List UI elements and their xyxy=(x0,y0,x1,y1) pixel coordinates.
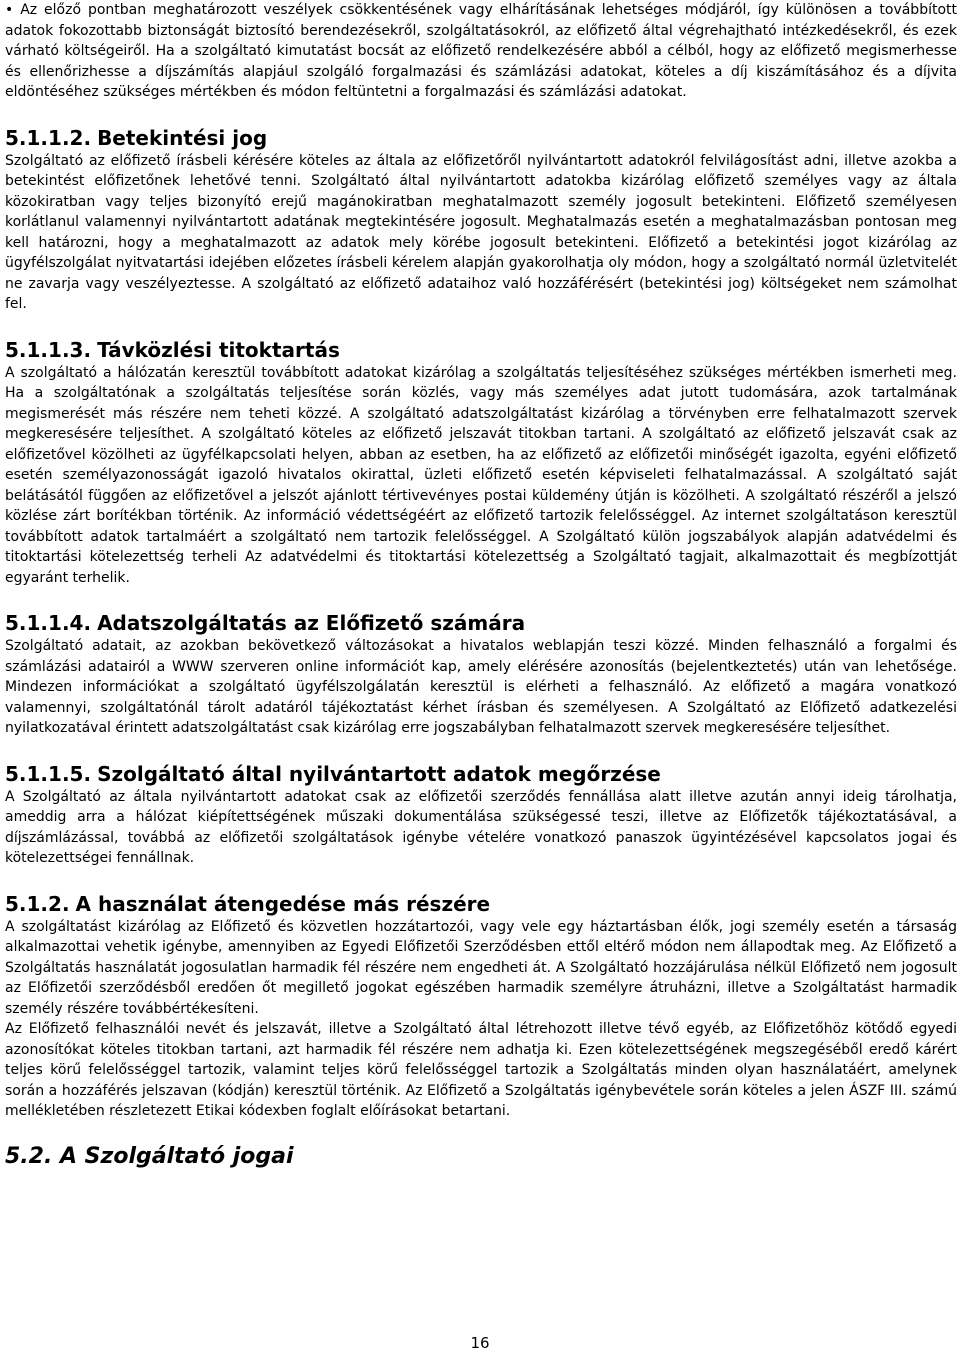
section-title: Adatszolgáltatás az Előfizető számára xyxy=(97,611,526,635)
section-title: Szolgáltató által nyilvántartott adatok megőrzése xyxy=(97,761,661,786)
section-heading-szolgaltato-jogai: 5.2. A Szolgáltató jogai xyxy=(5,1143,294,1169)
section-paragraph-hasznalat-atengedese: A szolgáltatást kizárólag az Előfizető és közvetlen hozzátartozói, vagy vele egy háztartásban élők, jogi személy esetén a társaság alkalmazottai vehetik igénybe, amennyiben az Egyedi Előfizetői Szerződésben ettől eltérő módon nem állapodtak meg. Az Előfizető a Szolgáltatás használatát jogosulatlan harmadik fél részére nem engedheti át. A Szolgáltató hozzájárulása nélkül Előfizető nem jogosult az Előfizetői szerződésből eredően őt megillető jogokat egészében harmadik személyre átruházni, illetve a Szolgáltatást harmadik személy részére továbbértékesíteni. xyxy=(5,918,957,1017)
section-paragraph-adatok-megorzese: A Szolgáltató az általa nyilvántartott adatokat csak az előfizetői szerződés fennállása alatt illetve azután annyi ideig tárolhatja, ameddig arra a hálózat kiépítettségének műszaki dokumentálása szükségessé teszi, illetve az Előfizetők tájékoztatásával, a díjszámlázással, továbbá az előfizetői szolgáltatások igénybe vételére vonatkozó panaszok ügyintézésével kapcsolatos jogai és kötelezettségei fennállnak. xyxy=(5,788,957,866)
intro-paragraph xyxy=(5,0,957,103)
section-number: 5.1.1.3. xyxy=(5,337,92,362)
section-paragraph-adatszolgaltatas: Szolgáltató adatait, az azokban bekövetkező változásokat a hivatalos weblapján teszi közzé. Minden felhasználó a forgalmi és számlázási adatairól a WWW szerveren online információt kap, amely elérésére azonosítás (bejelentkeztetés) után van lehetősége. Mindezen információkat a szolgáltató ügyfélszolgálatán keresztül is elérheti a felhasználó. Az előfizető a magára vonatkozó valamennyi, szolgáltatónál tárolt adatáról tájékoztatást kérhet írásban és személyesen. A Szolgáltató az Előfizető adatkezelési nyilatkozatával érintett adatszolgáltatást csak kizárólag erre jogszabályban felhatalmazott szervek megkeresésére teljesíthet. xyxy=(5,638,957,736)
section-heading-tavkozlesi-titoktartas xyxy=(5,337,957,363)
page-number: 16 xyxy=(470,1334,490,1352)
section-title: Távközlési titoktartás xyxy=(97,337,340,362)
section-title: Betekintési jog xyxy=(97,125,268,150)
section-number: 5.1.1.2. xyxy=(5,125,92,150)
bullet-marker: • xyxy=(5,2,14,18)
section-title: A használat átengedése más részére xyxy=(75,891,491,916)
section-paragraph-betekintesi-jog: Szolgáltató az előfizető írásbeli kérésére köteles az általa az előfizetőről nyilvántartott adatokról felvilágosítást adni, illetve azokba a betekintést előfizetőnek lehetővé tenni. Szolgáltató által nyilvántartott adatokba kizárólag előfizető személyes vagy az általa közokiratban vagy teljes bizonyító erejű magánokiratban meghatalmazott személy jogosult betekinteni. Előfizető személyesen korlátlanul valamennyi nyilvántartott adatának megtekintésére jogosult. Meghatalmazás esetén a meghatalmazásban pontosan meg kell határozni, hogy a meghatalmazott az adatok mely körébe jogosult betekinteni. Előfizető a betekintési jogot kizárólag az ügyfélszolgálat nyitvatartási idejében előzetes írásbeli kérelem alapján gyakorolhatja oly módon, hogy a szolgáltató normál üzletvitelét ne zavarja vagy veszélyeztesse. A szolgáltató az előfizető adataihoz való hozzáférésért (betekintési jog) költségeket nem számolhat fel. xyxy=(5,152,957,312)
section-paragraph-tavkozlesi-titoktartas: A szolgáltató a hálózatán keresztül továbbított adatokat kizárólag a szolgáltatás teljesítéséhez szükséges mértékben ismerheti meg. Ha a szolgáltatónak a szolgáltatás teljesítése során közlés, vagy más személyes adat jutott tudomására, azok tartalmának megismerését más részére nem teheti közzé. A szolgáltató adatszolgáltatást kizárólag a törvényben erre felhatalmazott szervek megkeresésére teljesíthet. A szolgáltató köteles az előfizető jelszavát titokban tartani. A szolgáltató az előfizető jelszavát csak az előfizetővel közölheti az ügyfélkapcsolati helyen, abban az esetben, ha az előfizető az előfizetői minőségét igazolta, egyéni előfizető esetén személyazonosságát igazoló hivatalos okirattal, üzleti előfizető esetén képviseleti felhatalmazással. A szolgáltató saját belátásától függően az előfizetővel a jelszót ajánlott tértivevényes postai küldemény útján is közölheti. A szolgáltató részéről a jelszó közlése zárt borítékban történik. Az információ védettségéért az előfizető tartozik felelősséggel. Az internet szolgáltatáson keresztül továbbított adatok tartalmáért a szolgáltató nem tartozik felelősséggel. A Szolgáltató külön jogszabályok alapján adatvédelmi és titoktartási kötelezettség terheli Az adatvédelmi és titoktartási kötelezettség a Szolgáltató tagjait, alkalmazottait és megbízottját egyaránt terhelik. xyxy=(5,364,957,586)
section-number: 5.1.1.5. xyxy=(5,761,92,786)
section-heading-hasznalat-atengedese xyxy=(5,891,957,917)
document-page xyxy=(5,0,957,1170)
intro-text: Az előző pontban meghatározott veszélyek csökkentésének vagy elhárításának lehetséges módjáról, így különösen a továbbított adatok fokozottabb biztonságát biztosító berendezésekről, szolgáltatásokról, az előfizető által végrehajtható intézkedésekről, és ezek várható költségeiről. Ha a szolgáltató kimutatást bocsát az előfizető rendelkezésére abból a célból, hogy az előfizető megismerhesse és ellenőrizhesse a díjszámítás alapjául szolgáló forgalmazási és számlázási adatokat, köteles a díj kiszámításához és a díjvita eldöntéséhez szükséges mértékben és módon feltüntetni a forgalmazási és számlázási adatokat. xyxy=(5,2,957,100)
section-number: 5.1.2. xyxy=(5,891,70,916)
section-number: 5.1.1.4. xyxy=(5,611,92,635)
section-heading-betekintesi-jog xyxy=(5,125,957,151)
section-paragraph-hasznalat-atengedese-2: Az Előfizető felhasználói nevét és jelszavát, illetve a Szolgáltató által létrehozott illetve tévő egyéb, az Előfizetőhöz kötődő egyedi azonosítókat köteles titokban tartani, azt harmadik fél részére nem adhatja ki. Ezen kötelezettségének megszegéséből eredő kárért teljes körű felelősséggel tartozik, valamint teljes körű felelősséggel tartozik a Szolgáltatás minden olyan használatáért, amelynek során a hozzáférés jelszavan (kódján) keresztül történik. Az Előfizető a Szolgáltatás igénybevétele során köteles a jelen ÁSZF III. számú mellékletében részletezett Etikai kódexben foglalt előírásokat betartani. xyxy=(5,1021,957,1119)
section-heading-adatszolgaltatas xyxy=(5,610,957,636)
section-heading-adatok-megorzese xyxy=(5,761,957,787)
